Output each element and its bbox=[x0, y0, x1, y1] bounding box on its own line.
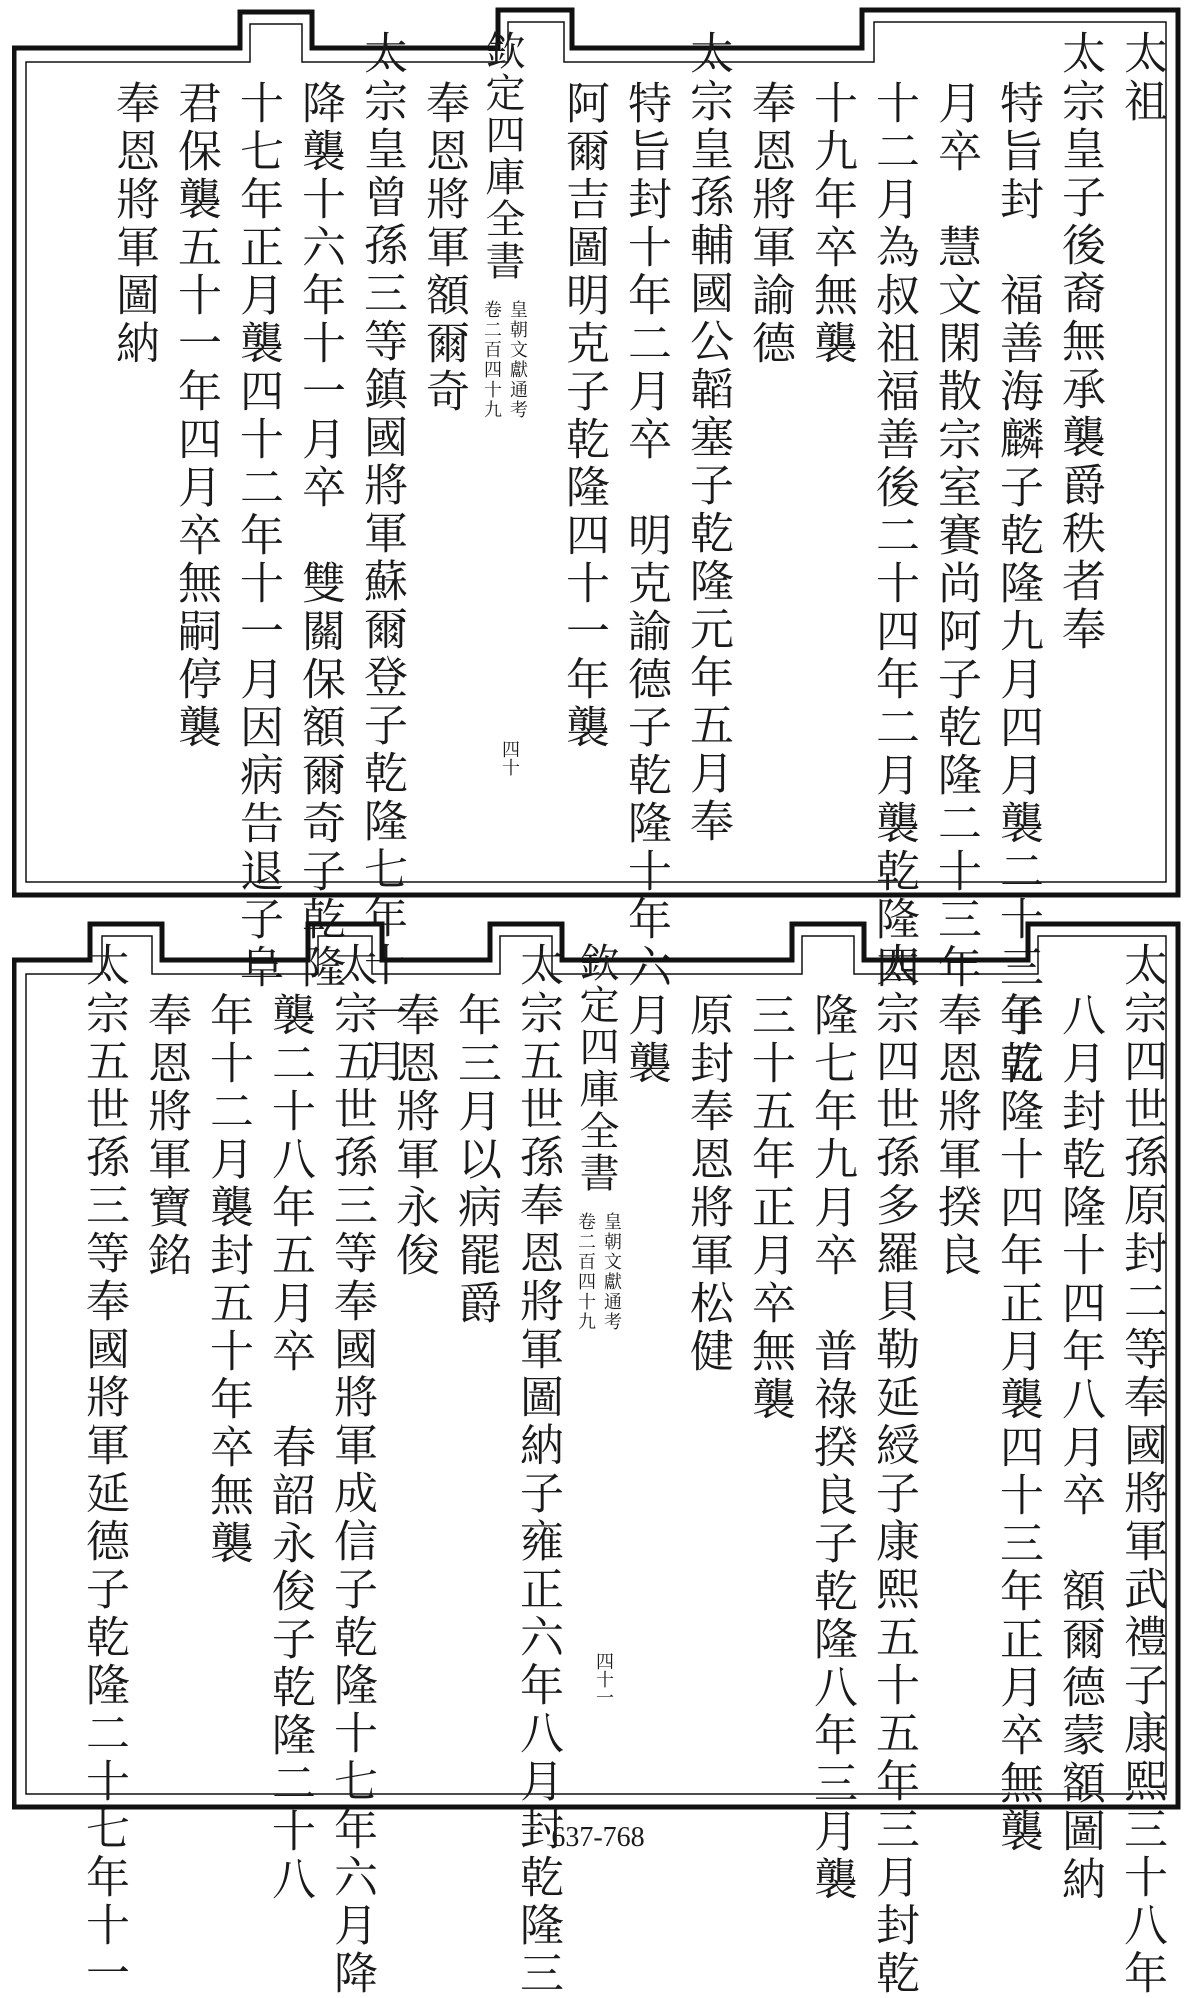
top-column bbox=[1048, 0, 1110, 905]
bottom-column bbox=[444, 912, 506, 1817]
bottom-page-number: 四十一 bbox=[593, 1652, 614, 1706]
top-column-text: 奉恩將軍諭德 bbox=[744, 80, 795, 368]
top-page-number: 四十 bbox=[499, 740, 520, 776]
top-center-column bbox=[474, 0, 536, 905]
bottom-column-text: 太宗五世孫奉恩將軍圖納子雍正六年八月封乾隆三 bbox=[512, 942, 563, 1998]
bottom-volume: 卷二百四十九 bbox=[575, 1212, 596, 1332]
top-column-text: 君保襲五十一年四月卒無嗣停襲 bbox=[170, 80, 221, 752]
bottom-column-text: 太宗四世孫原封二等奉國將軍武禮子康熙三十八年 bbox=[1116, 942, 1167, 1998]
bottom-column-text: 太宗五世孫三等奉國將軍成信子乾隆十七年六月降 bbox=[326, 942, 377, 1998]
top-column bbox=[676, 0, 738, 905]
top-column bbox=[986, 0, 1048, 1088]
top-column bbox=[412, 0, 474, 905]
top-column-text: 奉恩將軍圖納 bbox=[108, 80, 159, 368]
bottom-column bbox=[258, 912, 320, 1904]
bottom-column bbox=[862, 912, 924, 1998]
bottom-center-column bbox=[568, 912, 630, 1817]
bottom-column bbox=[196, 912, 258, 1817]
footer-page-number: 637-768 bbox=[551, 1822, 645, 1853]
top-column-text: 奉恩將軍額爾奇 bbox=[418, 80, 469, 416]
top-column bbox=[614, 0, 676, 1088]
top-column-text: 特旨封十年二月卒 明克諭德子乾隆十年六月襲 bbox=[620, 80, 671, 1088]
bottom-column bbox=[1110, 912, 1172, 1998]
top-column bbox=[350, 0, 412, 1086]
bottom-column bbox=[986, 912, 1048, 1856]
bottom-column bbox=[738, 912, 800, 1817]
bottom-column-text: 奉恩將軍寶銘 bbox=[140, 992, 191, 1280]
bottom-column bbox=[382, 912, 444, 1817]
bottom-column-text: 襲二十八年五月卒 春韶永俊子乾隆二十八 bbox=[264, 992, 315, 1904]
bottom-column-text: 年三月以病罷爵 bbox=[450, 992, 501, 1328]
bottom-column bbox=[1048, 912, 1110, 1904]
top-column-text: 十七年正月襲四十二年十一月因病告退子阜 bbox=[232, 80, 283, 992]
top-source-title: 皇朝文獻通考 bbox=[507, 300, 528, 420]
top-column bbox=[800, 0, 862, 905]
top-column-text: 特旨封 福善海麟子乾隆九月四月襲二十三年五 bbox=[992, 80, 1043, 1088]
top-column-text: 太宗皇曾孫三等鎮國將軍蘇爾登子乾隆七年十一月 bbox=[356, 30, 407, 1086]
top-column-text: 十二月為叔祖福善後二十四年二月襲乾隆四 bbox=[868, 80, 919, 992]
bottom-column-text: 八月封乾隆十四年八月卒 額爾德蒙額圖納 bbox=[1054, 992, 1105, 1904]
top-column-text: 太宗皇子後裔無承襲爵秩者奉 bbox=[1054, 30, 1105, 654]
bottom-column bbox=[924, 912, 986, 1817]
bottom-column bbox=[134, 912, 196, 1817]
bottom-column bbox=[506, 912, 568, 1998]
bottom-column-text: 三十五年正月卒無襲 bbox=[744, 992, 795, 1424]
bottom-column-text: 太宗五世孫三等奉國將軍延德子乾隆二十七年十一 bbox=[78, 942, 129, 1998]
top-column-text: 月卒 慧文閑散宗室賽尚阿子乾隆二十三年 bbox=[930, 80, 981, 992]
bottom-column bbox=[320, 912, 382, 1998]
top-column bbox=[552, 0, 614, 905]
top-column-text: 太祖 bbox=[1116, 30, 1167, 126]
bottom-column-text: 年十二月襲封五十年卒無襲 bbox=[202, 992, 253, 1568]
top-column bbox=[924, 0, 986, 992]
bottom-book-title: 欽定四庫全書 bbox=[573, 942, 619, 1194]
top-column bbox=[288, 0, 350, 992]
bottom-column bbox=[72, 912, 134, 1998]
bottom-column-text: 奉恩將軍永俊 bbox=[388, 992, 439, 1280]
top-volume: 卷二百四十九 bbox=[481, 300, 502, 420]
top-column-text: 降襲十六年十一月卒 雙關保額爾奇子乾隆 bbox=[294, 80, 345, 992]
top-column bbox=[1110, 0, 1172, 905]
bottom-column-text: 太宗四世孫多羅貝勒延綬子康熙五十五年三月封乾 bbox=[868, 942, 919, 1998]
bottom-column-text: 子乾隆十四年正月襲四十三年正月卒無襲 bbox=[992, 992, 1043, 1856]
bottom-column-text: 原封奉恩將軍松健 bbox=[682, 992, 733, 1376]
top-column bbox=[102, 0, 164, 905]
top-column bbox=[738, 0, 800, 905]
top-book-title: 欽定四庫全書 bbox=[479, 30, 525, 282]
top-column-text: 太宗皇孫輔國公韜塞子乾隆元年五月奉 bbox=[682, 30, 733, 846]
bottom-source-title: 皇朝文獻通考 bbox=[601, 1212, 622, 1332]
top-column bbox=[164, 0, 226, 905]
top-column-text: 十九年卒無襲 bbox=[806, 80, 857, 368]
top-column bbox=[862, 0, 924, 992]
top-column bbox=[226, 0, 288, 992]
top-page bbox=[12, 0, 1184, 1088]
bottom-column-text: 奉恩將軍揆良 bbox=[930, 992, 981, 1280]
top-column-text: 阿爾吉圖明克子乾隆四十一年襲 bbox=[558, 80, 609, 752]
bottom-column bbox=[800, 912, 862, 1904]
bottom-column-text: 隆七年九月卒 普祿揆良子乾隆八年三月襲 bbox=[806, 992, 857, 1904]
bottom-column bbox=[676, 912, 738, 1817]
